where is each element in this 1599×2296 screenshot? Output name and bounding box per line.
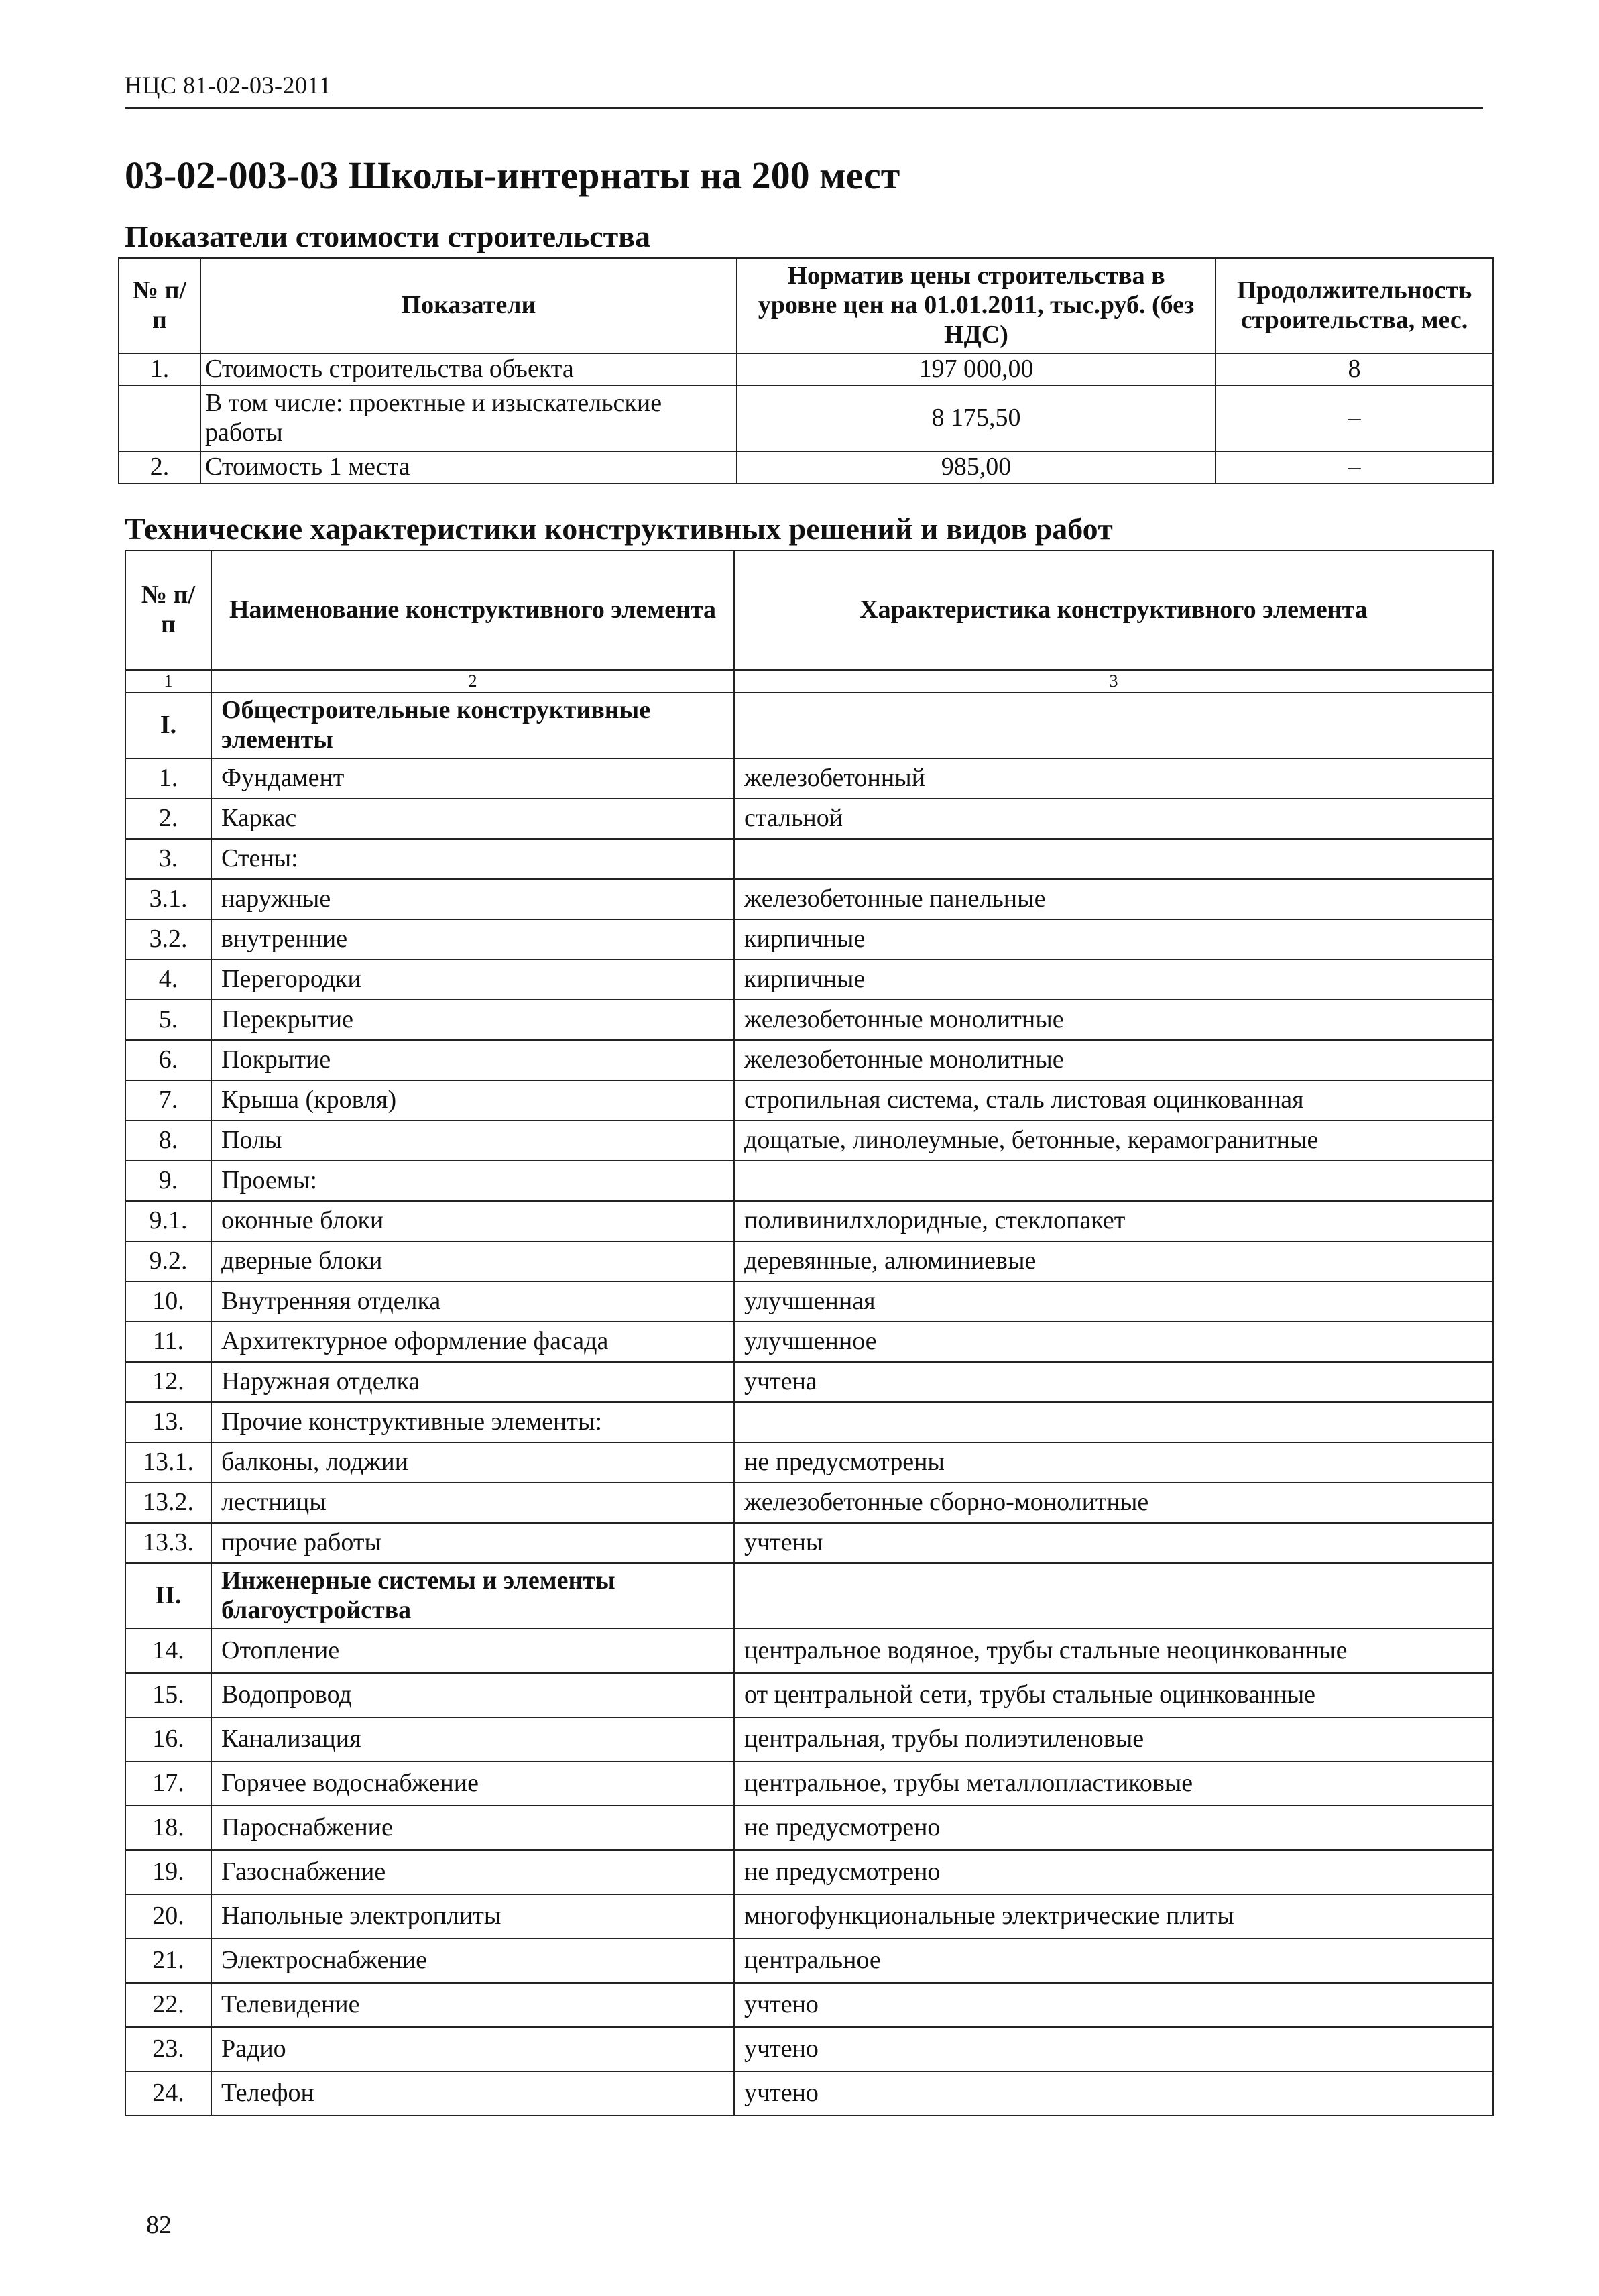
cell-price: 985,00: [737, 451, 1216, 483]
table-row: [125, 1161, 1493, 1201]
table-row: [119, 451, 1493, 483]
cell-num: 4.: [125, 960, 211, 1000]
table-row: [125, 1983, 1493, 2027]
cell-num: 23.: [125, 2027, 211, 2071]
column-header-element-name: Наименование конструктивного элемента: [211, 551, 734, 670]
cell-element-name: Инженерные системы и элементы благоустройства: [211, 1563, 734, 1629]
cell-element-name: Прочие конструктивные элементы:: [211, 1402, 734, 1442]
column-header-num: № п/п: [125, 551, 211, 670]
cell-num: 13.3.: [125, 1523, 211, 1563]
cell-num: 5.: [125, 1000, 211, 1040]
table-row: [125, 1121, 1493, 1161]
cell-element-characteristic: железобетонный: [734, 758, 1493, 799]
cell-num: 9.: [125, 1161, 211, 1201]
cell-price: 8 175,50: [737, 386, 1216, 451]
cell-element-name: Телефон: [211, 2071, 734, 2116]
cell-element-name: наружные: [211, 879, 734, 919]
table-row: [125, 1241, 1493, 1281]
cell-duration: –: [1216, 386, 1493, 451]
cell-element-name: Проемы:: [211, 1161, 734, 1201]
header-divider: [125, 107, 1483, 109]
cell-element-name: оконные блоки: [211, 1201, 734, 1241]
cell-element-characteristic: стропильная система, сталь листовая оцинкованная: [734, 1080, 1493, 1121]
table-row: [119, 353, 1493, 386]
cell-element-name: Перегородки: [211, 960, 734, 1000]
cell-element-characteristic: деревянные, алюминиевые: [734, 1241, 1493, 1281]
table-row: [119, 386, 1493, 451]
cell-element-characteristic: [734, 693, 1493, 758]
section-title-technical: Технические характеристики конструктивных решений и видов работ: [125, 512, 1113, 546]
table-row: [125, 1762, 1493, 1806]
cell-num: 13.: [125, 1402, 211, 1442]
cell-element-name: Внутренняя отделка: [211, 1281, 734, 1322]
cell-num: 24.: [125, 2071, 211, 2116]
cell-num: [119, 386, 200, 451]
cell-element-name: прочие работы: [211, 1523, 734, 1563]
cell-element-characteristic: учтено: [734, 2071, 1493, 2116]
cell-num: 13.1.: [125, 1442, 211, 1483]
column-index: 2: [211, 670, 734, 693]
table-row: [125, 919, 1493, 960]
cell-element-characteristic: не предусмотрено: [734, 1850, 1493, 1894]
cell-element-characteristic: [734, 1402, 1493, 1442]
column-header-duration: Продолжительность строительства, мес.: [1216, 258, 1493, 353]
cell-indicator: В том числе: проектные и изыскательские работы: [200, 386, 737, 451]
table-row: [125, 1402, 1493, 1442]
cell-element-characteristic: железобетонные панельные: [734, 879, 1493, 919]
cell-element-name: Стены:: [211, 839, 734, 879]
cell-num: 12.: [125, 1362, 211, 1402]
cell-element-characteristic: железобетонные монолитные: [734, 1000, 1493, 1040]
cell-num: 17.: [125, 1762, 211, 1806]
table-row: [125, 1040, 1493, 1080]
cell-element-name: Канализация: [211, 1717, 734, 1762]
cell-element-name: Радио: [211, 2027, 734, 2071]
table-row: [125, 1673, 1493, 1717]
cell-num: 9.1.: [125, 1201, 211, 1241]
table-row: [125, 1939, 1493, 1983]
cell-num: II.: [125, 1563, 211, 1629]
cell-num: 16.: [125, 1717, 211, 1762]
column-index-row: [125, 670, 1493, 693]
cell-num: I.: [125, 693, 211, 758]
cell-num: 3.1.: [125, 879, 211, 919]
table-row: [125, 1362, 1493, 1402]
page-number: 82: [146, 2211, 172, 2239]
cell-element-characteristic: учтено: [734, 1983, 1493, 2027]
cell-num: 10.: [125, 1281, 211, 1322]
column-header-indicator: Показатели: [200, 258, 737, 353]
cell-num: 14.: [125, 1629, 211, 1673]
cost-indicators-table: [118, 257, 1494, 484]
cell-element-name: Напольные электроплиты: [211, 1894, 734, 1939]
column-header-num: № п/п: [119, 258, 200, 353]
table-row: [125, 799, 1493, 839]
cell-element-characteristic: от центральной сети, трубы стальные оцинкованные: [734, 1673, 1493, 1717]
cell-element-name: Крыша (кровля): [211, 1080, 734, 1121]
cell-element-characteristic: кирпичные: [734, 960, 1493, 1000]
section-row: [125, 1563, 1493, 1629]
cell-element-characteristic: дощатые, линолеумные, бетонные, керамогранитные: [734, 1121, 1493, 1161]
cell-num: 1.: [125, 758, 211, 799]
cell-num: 9.2.: [125, 1241, 211, 1281]
cell-element-characteristic: не предусмотрены: [734, 1442, 1493, 1483]
cell-element-name: Архитектурное оформление фасада: [211, 1322, 734, 1362]
cell-element-name: балконы, лоджии: [211, 1442, 734, 1483]
table-row: [125, 2071, 1493, 2116]
cell-num: 2.: [119, 451, 200, 483]
table-row: [125, 1000, 1493, 1040]
cell-element-name: Перекрытие: [211, 1000, 734, 1040]
cell-element-characteristic: улучшенная: [734, 1281, 1493, 1322]
cell-element-name: дверные блоки: [211, 1241, 734, 1281]
table-row: [125, 1442, 1493, 1483]
cell-num: 7.: [125, 1080, 211, 1121]
table-row: [125, 1080, 1493, 1121]
cell-element-characteristic: [734, 839, 1493, 879]
cell-element-characteristic: учтены: [734, 1523, 1493, 1563]
cell-element-characteristic: центральная, трубы полиэтиленовые: [734, 1717, 1493, 1762]
table-row: [125, 1281, 1493, 1322]
cell-indicator: Стоимость 1 места: [200, 451, 737, 483]
cell-num: 21.: [125, 1939, 211, 1983]
table-row: [125, 1894, 1493, 1939]
cell-price: 197 000,00: [737, 353, 1216, 386]
column-index: 3: [734, 670, 1493, 693]
cell-element-name: Водопровод: [211, 1673, 734, 1717]
table-row: [125, 1850, 1493, 1894]
table-row: [125, 960, 1493, 1000]
cell-num: 2.: [125, 799, 211, 839]
cell-element-name: лестницы: [211, 1483, 734, 1523]
cell-num: 15.: [125, 1673, 211, 1717]
table-row: [125, 1322, 1493, 1362]
cell-num: 19.: [125, 1850, 211, 1894]
table-row: [125, 758, 1493, 799]
table-row: [125, 839, 1493, 879]
cell-element-characteristic: не предусмотрено: [734, 1806, 1493, 1850]
cell-num: 13.2.: [125, 1483, 211, 1523]
cell-num: 20.: [125, 1894, 211, 1939]
cell-element-characteristic: [734, 1161, 1493, 1201]
cell-element-characteristic: железобетонные монолитные: [734, 1040, 1493, 1080]
section-title-cost: Показатели стоимости строительства: [125, 219, 651, 253]
cell-element-characteristic: стальной: [734, 799, 1493, 839]
table-row: [125, 1523, 1493, 1563]
cell-element-name: Наружная отделка: [211, 1362, 734, 1402]
cell-num: 1.: [119, 353, 200, 386]
cell-element-name: Полы: [211, 1121, 734, 1161]
cell-duration: 8: [1216, 353, 1493, 386]
cell-indicator: Стоимость строительства объекта: [200, 353, 737, 386]
cell-element-characteristic: центральное водяное, трубы стальные неоцинкованные: [734, 1629, 1493, 1673]
cell-num: 8.: [125, 1121, 211, 1161]
cell-element-characteristic: железобетонные сборно-монолитные: [734, 1483, 1493, 1523]
column-header-element-characteristic: Характеристика конструктивного элемента: [734, 551, 1493, 670]
technical-characteristics-table: [125, 550, 1494, 2116]
table-row: [125, 1483, 1493, 1523]
cell-element-name: Отопление: [211, 1629, 734, 1673]
cell-element-name: Общестроительные конструктивные элементы: [211, 693, 734, 758]
cell-element-characteristic: поливинилхлоридные, стеклопакет: [734, 1201, 1493, 1241]
column-header-price: Норматив цены строительства в уровне цен на 01.01.2011, тыс.руб. (без НДС): [737, 258, 1216, 353]
cell-element-name: Электроснабжение: [211, 1939, 734, 1983]
table-row: [125, 1629, 1493, 1673]
cell-num: 18.: [125, 1806, 211, 1850]
cell-num: 22.: [125, 1983, 211, 2027]
cell-element-name: Телевидение: [211, 1983, 734, 2027]
cell-element-characteristic: учтена: [734, 1362, 1493, 1402]
cell-element-name: Фундамент: [211, 758, 734, 799]
cell-element-name: Газоснабжение: [211, 1850, 734, 1894]
section-row: [125, 693, 1493, 758]
cell-element-name: внутренние: [211, 919, 734, 960]
column-index: 1: [125, 670, 211, 693]
cell-num: 3.: [125, 839, 211, 879]
cell-element-name: Покрытие: [211, 1040, 734, 1080]
cell-element-name: Пароснабжение: [211, 1806, 734, 1850]
cell-element-characteristic: [734, 1563, 1493, 1629]
cell-num: 11.: [125, 1322, 211, 1362]
cell-element-characteristic: улучшенное: [734, 1322, 1493, 1362]
cell-element-name: Каркас: [211, 799, 734, 839]
cell-element-characteristic: многофункциональные электрические плиты: [734, 1894, 1493, 1939]
cell-element-characteristic: учтено: [734, 2027, 1493, 2071]
page-title: 03-02-003-03 Школы-интернаты на 200 мест: [125, 154, 900, 197]
table-row: [125, 1717, 1493, 1762]
table-row: [125, 879, 1493, 919]
table-row: [125, 1201, 1493, 1241]
cell-num: 6.: [125, 1040, 211, 1080]
table-row: [125, 1806, 1493, 1850]
cell-element-characteristic: центральное, трубы металлопластиковые: [734, 1762, 1493, 1806]
cell-duration: –: [1216, 451, 1493, 483]
table-row: [125, 2027, 1493, 2071]
cell-num: 3.2.: [125, 919, 211, 960]
cell-element-characteristic: центральное: [734, 1939, 1493, 1983]
cell-element-name: Горячее водоснабжение: [211, 1762, 734, 1806]
cell-element-characteristic: кирпичные: [734, 919, 1493, 960]
document-code: НЦС 81-02-03-2011: [125, 72, 332, 99]
